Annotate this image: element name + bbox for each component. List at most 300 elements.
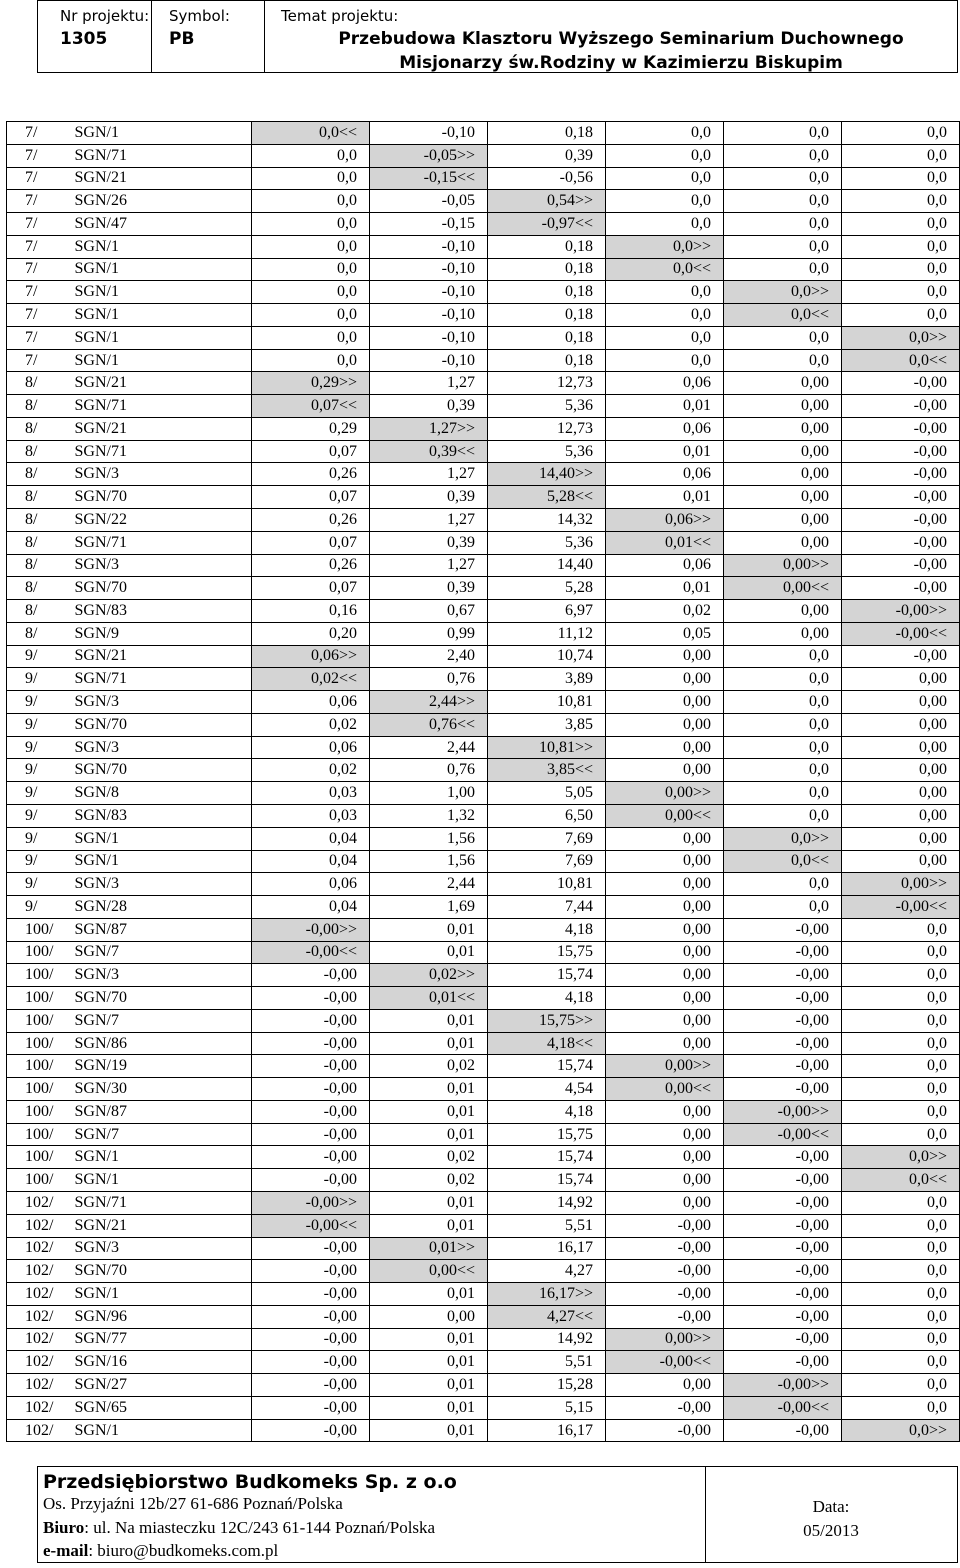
- table-row: [7, 645, 960, 668]
- row-number-cell: 100/: [7, 918, 73, 941]
- table-row: [7, 1237, 960, 1260]
- value-cell: 0,00: [724, 531, 842, 554]
- value-cell: 0,00: [724, 486, 842, 509]
- value-cell: -0,00: [606, 1283, 724, 1306]
- combination-cell: SGN/3: [73, 736, 252, 759]
- value-cell: -0,00: [252, 1351, 370, 1374]
- value-cell: 0,0>>: [606, 235, 724, 258]
- value-cell: 0,00: [842, 759, 960, 782]
- combination-cell: SGN/1: [73, 850, 252, 873]
- value-cell: 0,0: [724, 645, 842, 668]
- value-cell: 0,00: [724, 440, 842, 463]
- value-cell: 0,01<<: [370, 987, 488, 1010]
- value-cell: -0,00: [252, 1169, 370, 1192]
- combination-cell: SGN/47: [73, 213, 252, 236]
- value-cell: 0,00: [606, 850, 724, 873]
- value-cell: 1,00: [370, 782, 488, 805]
- value-cell: 10,81: [488, 873, 606, 896]
- value-cell: -0,00>>: [252, 1191, 370, 1214]
- email-line: [43, 1541, 278, 1561]
- table-row: [7, 1146, 960, 1169]
- combination-cell: SGN/83: [73, 600, 252, 623]
- row-number-cell: 7/: [7, 235, 73, 258]
- value-cell: 0,0: [842, 941, 960, 964]
- value-cell: 0,00: [724, 463, 842, 486]
- row-number-cell: 9/: [7, 827, 73, 850]
- row-number-cell: 102/: [7, 1283, 73, 1306]
- value-cell: 0,03: [252, 804, 370, 827]
- value-cell: 0,00>>: [842, 873, 960, 896]
- value-cell: 15,74: [488, 964, 606, 987]
- combination-cell: SGN/1: [73, 1146, 252, 1169]
- value-cell: 0,01<<: [606, 531, 724, 554]
- value-cell: 0,76: [370, 668, 488, 691]
- value-cell: 0,00: [842, 804, 960, 827]
- value-cell: 0,00: [842, 668, 960, 691]
- row-number-cell: 9/: [7, 759, 73, 782]
- value-cell: 0,04: [252, 850, 370, 873]
- value-cell: 0,01: [370, 1374, 488, 1397]
- value-cell: -0,10: [370, 281, 488, 304]
- row-number-cell: 8/: [7, 395, 73, 418]
- value-cell: 5,28<<: [488, 486, 606, 509]
- symbol-value: PB: [169, 29, 195, 49]
- row-number-cell: 100/: [7, 1100, 73, 1123]
- value-cell: 5,36: [488, 395, 606, 418]
- combination-cell: SGN/28: [73, 896, 252, 919]
- table-row: [7, 281, 960, 304]
- value-cell: 2,40: [370, 645, 488, 668]
- value-cell: 14,40>>: [488, 463, 606, 486]
- value-cell: 1,27>>: [370, 417, 488, 440]
- value-cell: 0,06: [252, 691, 370, 714]
- table-row: [7, 850, 960, 873]
- value-cell: -0,00<<: [724, 1396, 842, 1419]
- row-number-cell: 102/: [7, 1351, 73, 1374]
- value-cell: 0,0<<: [724, 304, 842, 327]
- value-cell: 0,0: [842, 1123, 960, 1146]
- value-cell: 3,89: [488, 668, 606, 691]
- value-cell: -0,00: [724, 987, 842, 1010]
- table-row: [7, 1055, 960, 1078]
- value-cell: 0,06: [606, 554, 724, 577]
- value-cell: -0,00: [252, 1260, 370, 1283]
- value-cell: 0,00: [606, 896, 724, 919]
- value-cell: 0,02: [606, 600, 724, 623]
- value-cell: -0,00: [724, 964, 842, 987]
- value-cell: 0,0: [724, 873, 842, 896]
- table-row: [7, 167, 960, 190]
- value-cell: 0,01: [370, 1214, 488, 1237]
- value-cell: -0,00: [842, 440, 960, 463]
- combination-cell: SGN/21: [73, 645, 252, 668]
- value-cell: 0,00: [606, 759, 724, 782]
- table-row: [7, 1260, 960, 1283]
- value-cell: 7,44: [488, 896, 606, 919]
- results-table-body: [7, 122, 960, 1442]
- value-cell: 15,74: [488, 1169, 606, 1192]
- value-cell: 16,17: [488, 1237, 606, 1260]
- value-cell: 4,18<<: [488, 1032, 606, 1055]
- value-cell: 0,0: [606, 190, 724, 213]
- value-cell: 0,01: [606, 440, 724, 463]
- row-number-cell: 102/: [7, 1374, 73, 1397]
- table-row: [7, 258, 960, 281]
- value-cell: 0,00: [724, 600, 842, 623]
- value-cell: 0,01: [370, 1032, 488, 1055]
- combination-cell: SGN/26: [73, 190, 252, 213]
- value-cell: 0,06: [252, 736, 370, 759]
- value-cell: 0,00<<: [370, 1260, 488, 1283]
- value-cell: 0,0: [842, 964, 960, 987]
- combination-cell: SGN/7: [73, 941, 252, 964]
- value-cell: 10,81>>: [488, 736, 606, 759]
- table-row: [7, 554, 960, 577]
- value-cell: 0,00: [842, 713, 960, 736]
- combination-cell: SGN/70: [73, 486, 252, 509]
- value-cell: 0,00: [606, 1191, 724, 1214]
- value-cell: 0,00: [842, 736, 960, 759]
- value-cell: 0,00: [842, 850, 960, 873]
- value-cell: 0,0: [606, 122, 724, 145]
- value-cell: 0,00: [606, 1100, 724, 1123]
- value-cell: 0,0: [842, 1191, 960, 1214]
- value-cell: 0,0: [252, 235, 370, 258]
- value-cell: 15,75>>: [488, 1009, 606, 1032]
- value-cell: -0,00: [842, 531, 960, 554]
- value-cell: 0,00>>: [724, 554, 842, 577]
- value-cell: 0,0>>: [842, 1146, 960, 1169]
- value-cell: 0,0: [724, 326, 842, 349]
- value-cell: 5,51: [488, 1351, 606, 1374]
- combination-cell: SGN/1: [73, 1169, 252, 1192]
- table-row: [7, 144, 960, 167]
- value-cell: 0,0: [842, 1305, 960, 1328]
- value-cell: 0,01: [370, 918, 488, 941]
- value-cell: -0,00: [252, 1078, 370, 1101]
- row-number-cell: 9/: [7, 645, 73, 668]
- value-cell: 0,26: [252, 554, 370, 577]
- combination-cell: SGN/3: [73, 691, 252, 714]
- combination-cell: SGN/1: [73, 326, 252, 349]
- value-cell: -0,00>>: [724, 1374, 842, 1397]
- value-cell: 0,04: [252, 896, 370, 919]
- value-cell: 15,74: [488, 1146, 606, 1169]
- value-cell: 3,85: [488, 713, 606, 736]
- value-cell: 0,0: [606, 213, 724, 236]
- value-cell: 0,07: [252, 577, 370, 600]
- combination-cell: SGN/70: [73, 577, 252, 600]
- table-row: [7, 691, 960, 714]
- value-cell: 0,0: [842, 1214, 960, 1237]
- value-cell: 0,01>>: [370, 1237, 488, 1260]
- value-cell: 0,0: [842, 213, 960, 236]
- value-cell: 0,01: [370, 1351, 488, 1374]
- value-cell: 0,0: [842, 1100, 960, 1123]
- value-cell: -0,00: [606, 1396, 724, 1419]
- value-cell: -0,05: [370, 190, 488, 213]
- project-number-label: Nr projektu:: [60, 7, 150, 25]
- date-cell: [705, 1467, 957, 1562]
- value-cell: -0,00: [724, 1305, 842, 1328]
- value-cell: 0,0: [606, 281, 724, 304]
- value-cell: 0,0: [724, 759, 842, 782]
- value-cell: 0,01: [370, 1191, 488, 1214]
- combination-cell: SGN/1: [73, 281, 252, 304]
- table-row: [7, 122, 960, 145]
- value-cell: -0,00: [252, 1237, 370, 1260]
- combination-cell: SGN/1: [73, 827, 252, 850]
- table-row: [7, 190, 960, 213]
- value-cell: 0,00: [370, 1305, 488, 1328]
- table-row: [7, 1419, 960, 1442]
- value-cell: 0,01: [370, 1283, 488, 1306]
- table-row: [7, 918, 960, 941]
- value-cell: -0,10: [370, 258, 488, 281]
- value-cell: 0,0: [842, 1055, 960, 1078]
- value-cell: 0,01: [370, 1078, 488, 1101]
- row-number-cell: 7/: [7, 213, 73, 236]
- value-cell: 1,27: [370, 509, 488, 532]
- value-cell: -0,00: [842, 554, 960, 577]
- value-cell: 0,0: [842, 1260, 960, 1283]
- value-cell: 15,75: [488, 941, 606, 964]
- value-cell: 1,56: [370, 827, 488, 850]
- combination-cell: SGN/1: [73, 349, 252, 372]
- table-row: [7, 827, 960, 850]
- value-cell: 0,0: [842, 1078, 960, 1101]
- combination-cell: SGN/1: [73, 235, 252, 258]
- value-cell: 0,0: [606, 144, 724, 167]
- value-cell: 5,28: [488, 577, 606, 600]
- table-row: [7, 395, 960, 418]
- value-cell: 0,01: [370, 1123, 488, 1146]
- value-cell: 0,01: [606, 486, 724, 509]
- value-cell: 0,00: [606, 941, 724, 964]
- table-row: [7, 1169, 960, 1192]
- combination-cell: SGN/87: [73, 1100, 252, 1123]
- value-cell: 0,99: [370, 622, 488, 645]
- value-cell: -0,00: [252, 1374, 370, 1397]
- value-cell: 0,0: [842, 235, 960, 258]
- table-row: [7, 372, 960, 395]
- combination-cell: SGN/3: [73, 463, 252, 486]
- value-cell: 0,0: [842, 1283, 960, 1306]
- value-cell: 0,06: [606, 417, 724, 440]
- row-number-cell: 100/: [7, 1078, 73, 1101]
- value-cell: 0,00: [724, 509, 842, 532]
- value-cell: 0,00: [606, 713, 724, 736]
- value-cell: 14,40: [488, 554, 606, 577]
- value-cell: -0,00: [724, 1169, 842, 1192]
- value-cell: 0,0: [842, 167, 960, 190]
- value-cell: 0,0: [252, 167, 370, 190]
- office-address: : ul. Na miasteczku 12C/243 61-144 Poznań/Polska: [84, 1518, 436, 1537]
- table-row: [7, 1214, 960, 1237]
- value-cell: -0,00: [606, 1237, 724, 1260]
- row-number-cell: 7/: [7, 144, 73, 167]
- value-cell: -0,00: [724, 1237, 842, 1260]
- table-row: [7, 964, 960, 987]
- symbol-label: Symbol:: [169, 7, 230, 25]
- row-number-cell: 100/: [7, 1009, 73, 1032]
- table-row: [7, 1283, 960, 1306]
- value-cell: -0,15<<: [370, 167, 488, 190]
- value-cell: 3,85<<: [488, 759, 606, 782]
- value-cell: 0,00: [606, 918, 724, 941]
- value-cell: 0,0: [842, 258, 960, 281]
- value-cell: 0,0<<: [842, 349, 960, 372]
- value-cell: 0,01: [606, 395, 724, 418]
- row-number-cell: 8/: [7, 463, 73, 486]
- value-cell: 0,0: [842, 1237, 960, 1260]
- value-cell: -0,00<<: [724, 1123, 842, 1146]
- symbol-cell: [151, 1, 265, 72]
- value-cell: 1,69: [370, 896, 488, 919]
- row-number-cell: 8/: [7, 372, 73, 395]
- value-cell: -0,97<<: [488, 213, 606, 236]
- value-cell: 0,0: [252, 258, 370, 281]
- row-number-cell: 102/: [7, 1237, 73, 1260]
- value-cell: 0,0: [724, 258, 842, 281]
- value-cell: 0,0: [724, 691, 842, 714]
- value-cell: 0,00: [606, 964, 724, 987]
- table-row: [7, 1100, 960, 1123]
- value-cell: 0,01: [370, 941, 488, 964]
- date-value: 05/2013: [803, 1521, 859, 1540]
- value-cell: 0,06: [606, 463, 724, 486]
- value-cell: 0,00<<: [724, 577, 842, 600]
- row-number-cell: 100/: [7, 1032, 73, 1055]
- value-cell: 0,18: [488, 258, 606, 281]
- value-cell: 0,0<<: [724, 850, 842, 873]
- value-cell: -0,00<<: [252, 941, 370, 964]
- value-cell: 0,00: [724, 417, 842, 440]
- date-label: Data:: [812, 1497, 850, 1516]
- table-row: [7, 349, 960, 372]
- value-cell: -0,00: [724, 1078, 842, 1101]
- value-cell: 0,54>>: [488, 190, 606, 213]
- value-cell: 0,26: [252, 463, 370, 486]
- combination-cell: SGN/8: [73, 782, 252, 805]
- office-label: Biuro: [43, 1518, 85, 1537]
- table-row: [7, 622, 960, 645]
- row-number-cell: 8/: [7, 531, 73, 554]
- combination-cell: SGN/30: [73, 1078, 252, 1101]
- row-number-cell: 100/: [7, 1169, 73, 1192]
- value-cell: 0,76<<: [370, 713, 488, 736]
- table-row: [7, 1396, 960, 1419]
- value-cell: -0,00: [252, 1032, 370, 1055]
- value-cell: 0,0>>: [724, 281, 842, 304]
- value-cell: 0,0: [252, 304, 370, 327]
- value-cell: -0,00: [842, 417, 960, 440]
- value-cell: 0,0: [252, 190, 370, 213]
- company-address: Os. Przyjaźni 12b/27 61-686 Poznań/Polska: [43, 1494, 343, 1513]
- combination-cell: SGN/71: [73, 395, 252, 418]
- value-cell: -0,00: [724, 1260, 842, 1283]
- value-cell: 0,20: [252, 622, 370, 645]
- value-cell: -0,10: [370, 122, 488, 145]
- combination-cell: SGN/70: [73, 1260, 252, 1283]
- value-cell: -0,00: [724, 1032, 842, 1055]
- value-cell: 0,0<<: [842, 1169, 960, 1192]
- value-cell: 6,97: [488, 600, 606, 623]
- value-cell: -0,00: [724, 1146, 842, 1169]
- value-cell: 0,18: [488, 281, 606, 304]
- table-row: [7, 759, 960, 782]
- value-cell: -0,00<<: [252, 1214, 370, 1237]
- row-number-cell: 7/: [7, 304, 73, 327]
- table-row: [7, 304, 960, 327]
- value-cell: -0,10: [370, 349, 488, 372]
- value-cell: -0,00: [606, 1305, 724, 1328]
- value-cell: 0,0: [724, 736, 842, 759]
- value-cell: 5,51: [488, 1214, 606, 1237]
- value-cell: -0,00: [724, 1328, 842, 1351]
- combination-cell: SGN/19: [73, 1055, 252, 1078]
- table-row: [7, 326, 960, 349]
- table-row: [7, 1123, 960, 1146]
- combination-cell: SGN/7: [73, 1123, 252, 1146]
- value-cell: 0,0>>: [842, 1419, 960, 1442]
- company-footer: [37, 1466, 958, 1563]
- table-row: [7, 463, 960, 486]
- value-cell: -0,00: [842, 486, 960, 509]
- value-cell: 1,27: [370, 463, 488, 486]
- combination-cell: SGN/1: [73, 304, 252, 327]
- value-cell: -0,15: [370, 213, 488, 236]
- value-cell: 4,27: [488, 1260, 606, 1283]
- value-cell: 0,03: [252, 782, 370, 805]
- value-cell: 0,02>>: [370, 964, 488, 987]
- table-row: [7, 1078, 960, 1101]
- value-cell: 0,0: [842, 304, 960, 327]
- value-cell: -0,00: [724, 1283, 842, 1306]
- value-cell: -0,00: [842, 509, 960, 532]
- value-cell: -0,00: [606, 1419, 724, 1442]
- value-cell: 0,39: [370, 531, 488, 554]
- value-cell: 7,69: [488, 827, 606, 850]
- value-cell: -0,00: [842, 577, 960, 600]
- value-cell: 0,0: [724, 804, 842, 827]
- value-cell: 0,0: [252, 326, 370, 349]
- value-cell: 0,05: [606, 622, 724, 645]
- value-cell: 0,02<<: [252, 668, 370, 691]
- project-number-cell: [38, 1, 152, 72]
- value-cell: 0,01: [370, 1009, 488, 1032]
- value-cell: -0,00: [252, 987, 370, 1010]
- table-row: [7, 804, 960, 827]
- value-cell: 4,54: [488, 1078, 606, 1101]
- value-cell: 0,06>>: [606, 509, 724, 532]
- value-cell: 7,69: [488, 850, 606, 873]
- value-cell: 0,0: [724, 713, 842, 736]
- results-table: [6, 121, 960, 1442]
- value-cell: 0,00>>: [606, 1328, 724, 1351]
- combination-cell: SGN/71: [73, 531, 252, 554]
- value-cell: -0,00: [842, 463, 960, 486]
- value-cell: 0,0: [842, 281, 960, 304]
- value-cell: 15,74: [488, 1055, 606, 1078]
- value-cell: 0,29: [252, 417, 370, 440]
- value-cell: 0,02: [370, 1169, 488, 1192]
- row-number-cell: 9/: [7, 668, 73, 691]
- project-topic-cell: [264, 1, 957, 72]
- value-cell: 0,0: [252, 144, 370, 167]
- value-cell: -0,00<<: [606, 1351, 724, 1374]
- value-cell: 0,16: [252, 600, 370, 623]
